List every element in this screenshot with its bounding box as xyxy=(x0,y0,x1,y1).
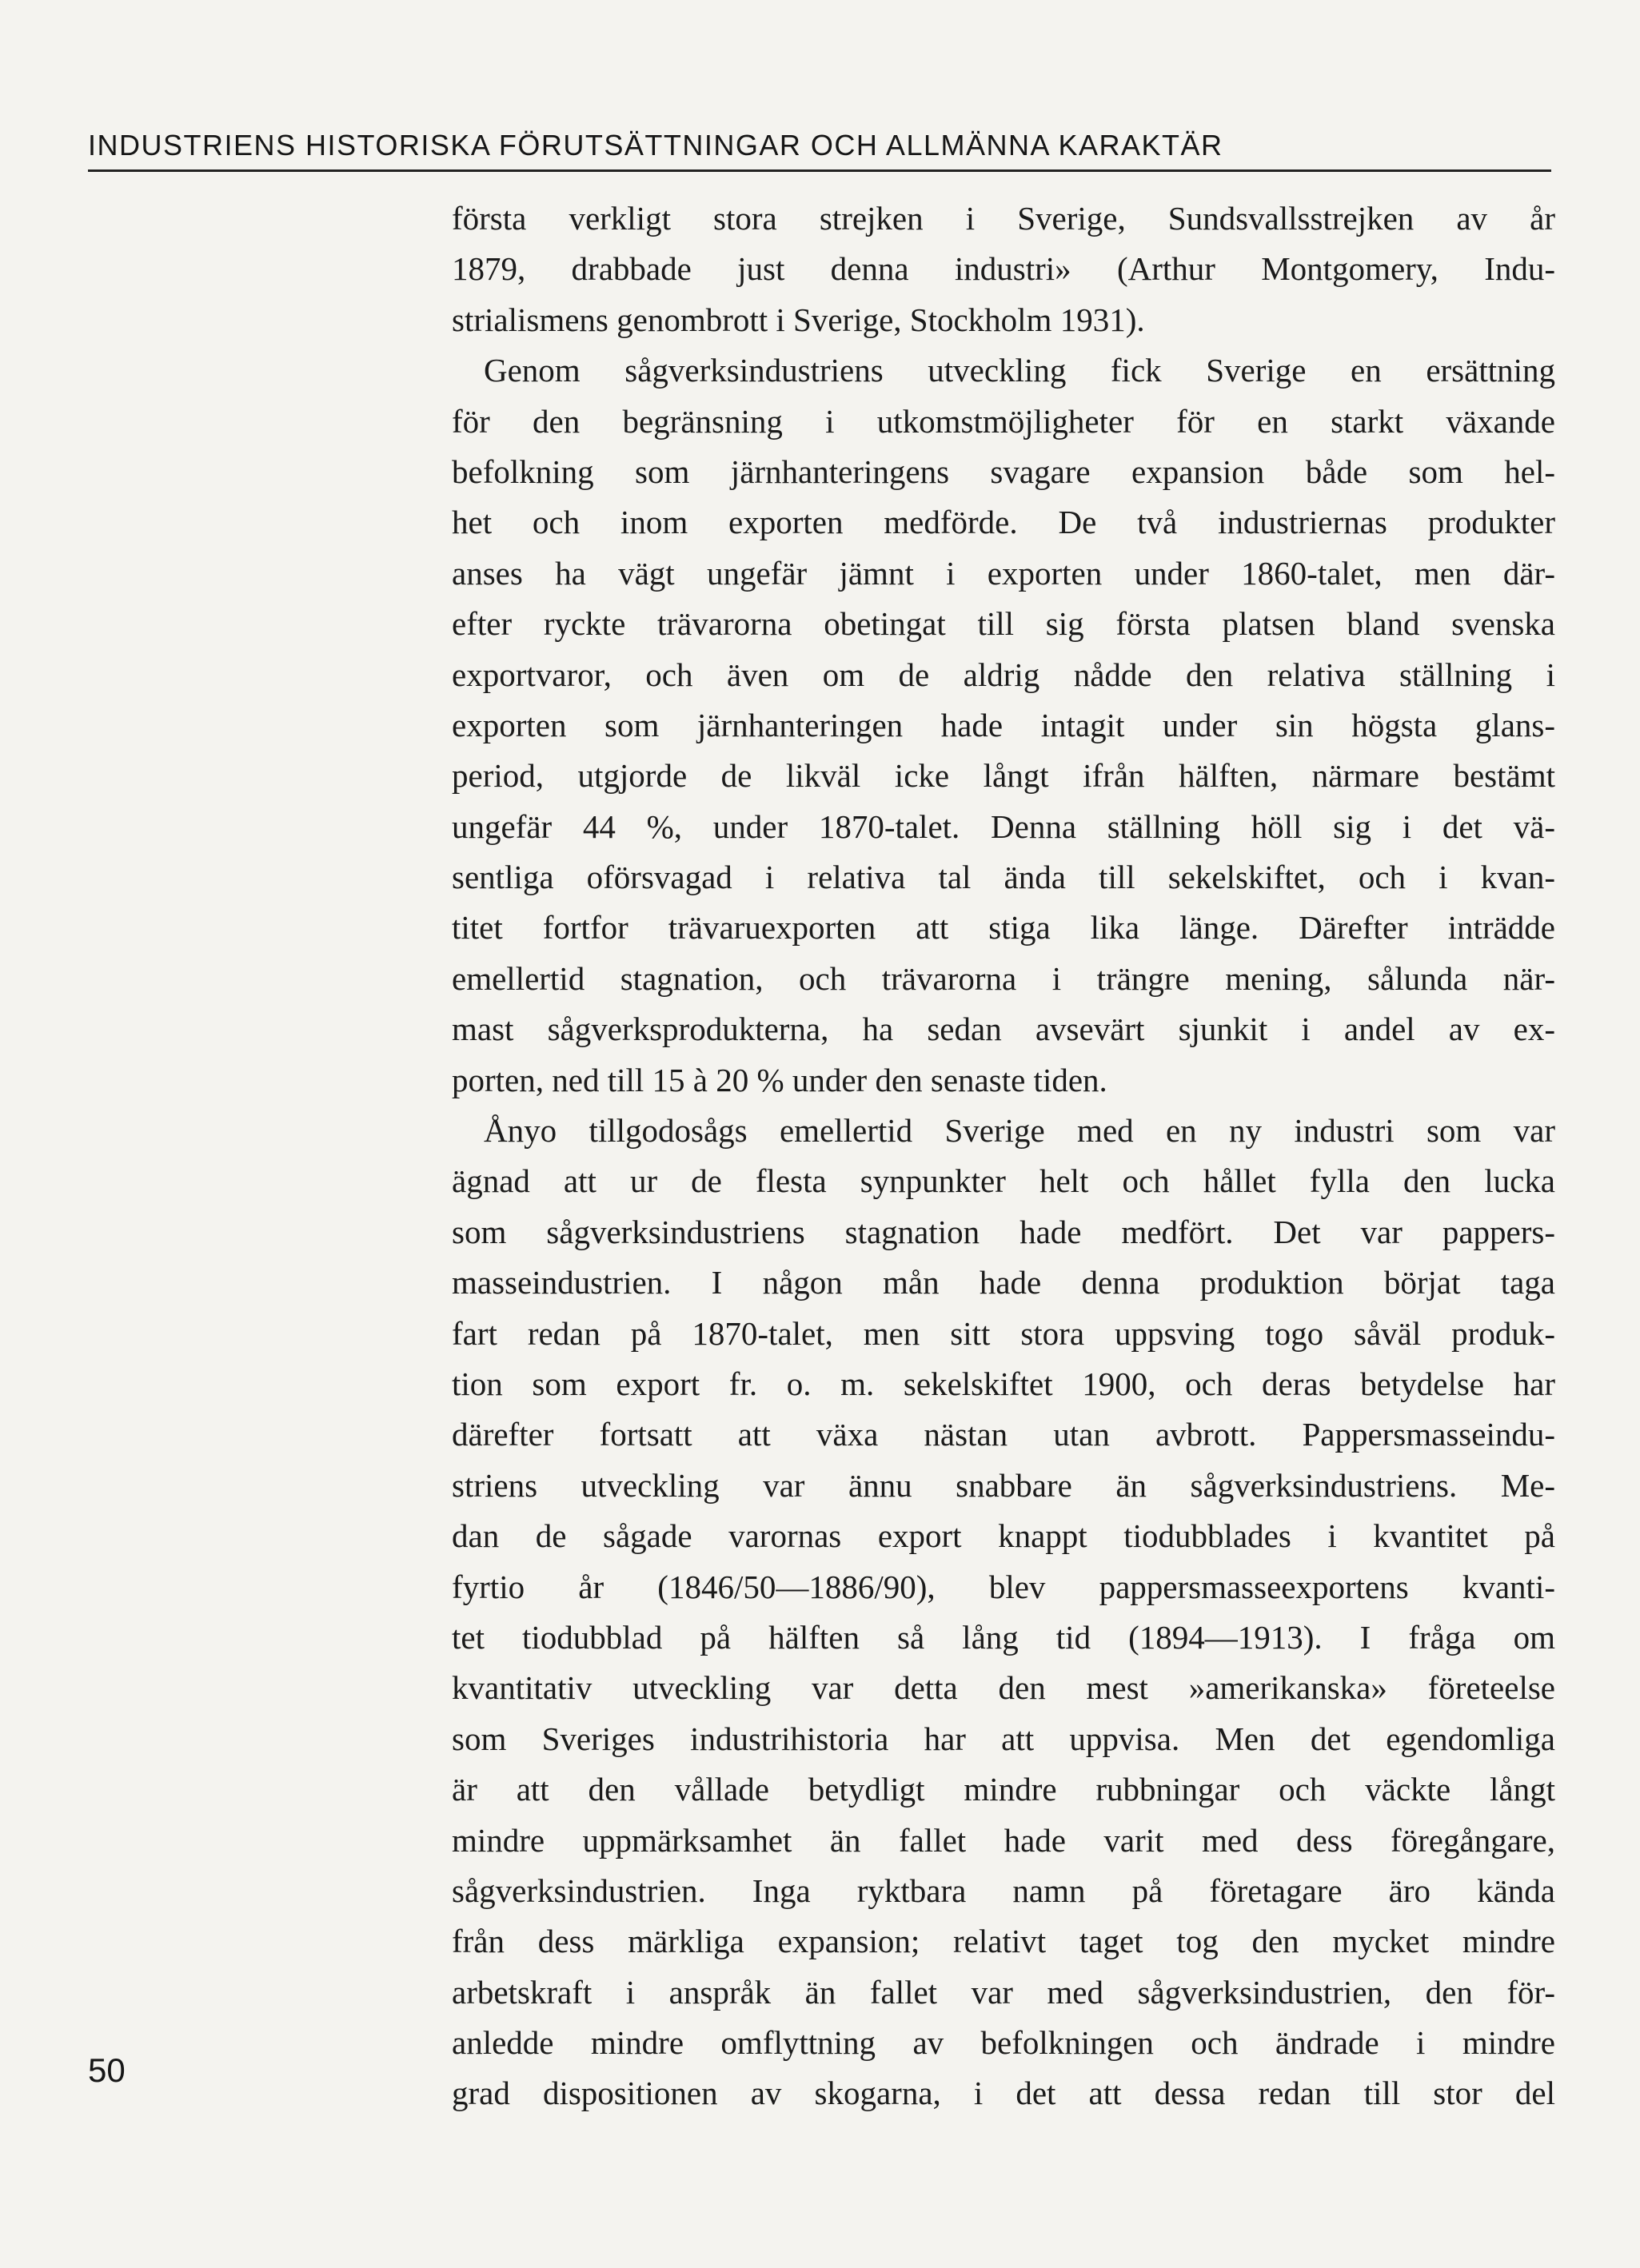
text-line: tet tiodubblad på hälften så lång tid (1894—1913). I fråga om xyxy=(452,1618,1555,1656)
text-line: anledde mindre omflyttning av befolkningen och ändrade i mindre xyxy=(452,2024,1555,2062)
text-line: från dess märkliga expansion; relativt taget tog den mycket mindre xyxy=(452,1923,1555,1960)
text-line: striens utveckling var ännu snabbare än sågverksindustriens. Me- xyxy=(452,1466,1555,1504)
text-line: 1879, drabbade just denna industri» (Arthur Montgomery, Indu- xyxy=(452,250,1555,288)
text-line: mindre uppmärksamhet än fallet hade varit med dess föregångare, xyxy=(452,1821,1555,1859)
text-line: strialismens genombrott i Sverige, Stockholm 1931). xyxy=(452,301,1145,338)
text-line: efter ryckte trävarorna obetingat till sig första platsen bland svenska xyxy=(452,605,1555,643)
text-line: ungefär 44 %, under 1870-talet. Denna ställning höll sig i det vä- xyxy=(452,807,1555,845)
text-line: masseindustrien. I någon mån hade denna produktion börjat taga xyxy=(452,1264,1555,1301)
header-rule xyxy=(88,169,1551,172)
text-line: befolkning som järnhanteringens svagare expansion både som hel- xyxy=(452,452,1555,490)
text-line: är att den vållade betydligt mindre rubbningar och väckte långt xyxy=(452,1771,1555,1808)
text-line: Ånyo tillgodosågs emellertid Sverige med en ny industri som var xyxy=(484,1112,1555,1150)
text-line: sentliga oförsvagad i relativa tal ända till sekelskiftet, och i kvan- xyxy=(452,859,1555,896)
text-line: för den begränsning i utkomstmöjligheter för en starkt växande xyxy=(452,402,1555,440)
text-line: dan de sågade varornas export knappt tiodubblades i kvantitet på xyxy=(452,1517,1555,1555)
text-line: fyrtio år (1846/50—1886/90), blev pappersmasseexportens kvanti- xyxy=(452,1568,1555,1605)
text-line: exportvaror, och även om de aldrig nådde den relativa ställning i xyxy=(452,656,1555,693)
text-line: mast sågverksprodukterna, ha sedan avsevärt sjunkit i andel av ex- xyxy=(452,1010,1555,1048)
text-line: första verkligt stora strejken i Sverige, Sundsvallsstrejken av år xyxy=(452,200,1555,237)
text-line: som Sveriges industrihistoria har att uppvisa. Men det egendomliga xyxy=(452,1720,1555,1757)
text-line: het och inom exporten medförde. De två industriernas produkter xyxy=(452,504,1555,541)
running-head: INDUSTRIENS HISTORISKA FÖRUTSÄTTNINGAR OCH ALLMÄNNA KARAKTÄR xyxy=(88,129,1223,161)
text-line: porten, ned till 15 à 20 % under den senaste tiden. xyxy=(452,1061,1107,1098)
text-line: ägnad att ur de flesta synpunkter helt och hållet fylla den lucka xyxy=(452,1162,1555,1200)
text-line: fart redan på 1870-talet, men sitt stora uppsving togo såväl produk- xyxy=(452,1314,1555,1352)
text-line: därefter fortsatt att växa nästan utan avbrott. Pappersmasseindu- xyxy=(452,1416,1555,1453)
text-line: grad dispositionen av skogarna, i det att dessa redan till stor del xyxy=(452,2075,1555,2112)
text-line: tion som export fr. o. m. sekelskiftet 1900, och deras betydelse har xyxy=(452,1365,1555,1402)
page-number: 50 xyxy=(88,2051,126,2089)
text-line: som sågverksindustriens stagnation hade medfört. Det var pappers- xyxy=(452,1213,1555,1250)
text-line: period, utgjorde de likväl icke långt ifrån hälften, närmare bestämt xyxy=(452,757,1555,795)
text-line: anses ha vägt ungefär jämnt i exporten under 1860-talet, men där- xyxy=(452,554,1555,592)
text-line: kvantitativ utveckling var detta den mest »amerikanska» företeelse xyxy=(452,1669,1555,1707)
text-line: Genom sågverksindustriens utveckling fick Sverige en ersättning xyxy=(484,352,1555,389)
text-line: exporten som järnhanteringen hade intagit under sin högsta glans- xyxy=(452,706,1555,743)
body-text xyxy=(452,193,1555,2119)
text-line: titet fortfor trävaruexporten att stiga lika länge. Därefter inträdde xyxy=(452,909,1555,947)
text-line: arbetskraft i anspråk än fallet var med sågverksindustrien, den för- xyxy=(452,1973,1555,2011)
text-line: emellertid stagnation, och trävarorna i trängre mening, sålunda när- xyxy=(452,959,1555,997)
text-line: sågverksindustrien. Inga ryktbara namn på företagare äro kända xyxy=(452,1871,1555,1909)
